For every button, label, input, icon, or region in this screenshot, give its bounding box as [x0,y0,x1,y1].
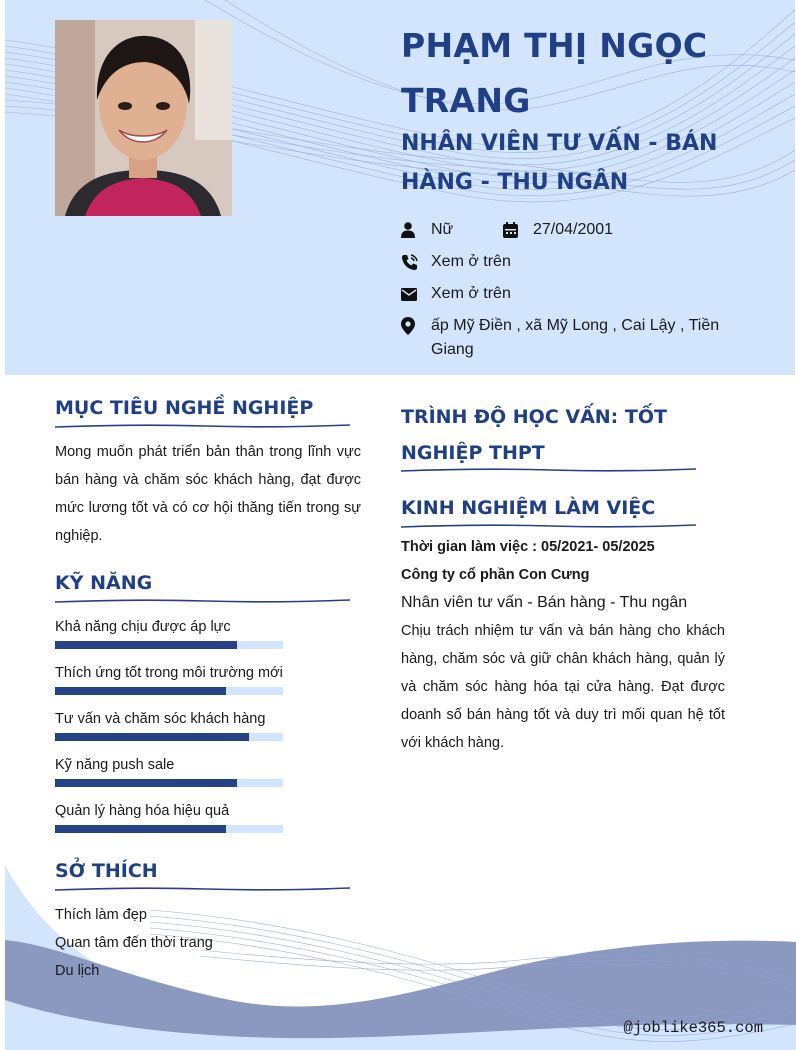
address-row [401,314,741,362]
email-row [401,282,741,306]
phone-icon [401,250,431,274]
skill-label: Thích ứng tốt trong môi trường mới [55,665,283,681]
hobby-item: Du lịch [55,963,100,979]
skill-bar [55,733,283,741]
objective-text: Mong muốn phát triển bản thân trong lĩnh vực bán hàng và chăm sóc khách hàng, đạt được mức lương tốt và có cơ hội thăng tiến trong sự nghiệp. [55,444,361,544]
education-title: TRÌNH ĐỘ HỌC VẤN: TỐT NGHIỆP THPT [401,406,667,464]
skill-label: Quản lý hàng hóa hiệu quả [55,803,230,819]
phone-value: Xem ở trên [431,253,511,270]
envelope-icon [401,282,431,306]
candidate-name: PHẠM THỊ NGỌC TRANG [401,26,708,120]
skill-bar [55,687,283,695]
map-pin-icon [401,314,431,338]
skills-title: KỸ NĂNG [55,572,153,594]
hobby-item: Quan tâm đến thời trang [55,935,213,951]
skill-bar-fill [55,779,237,787]
phone-row [401,250,741,274]
skills-underline [55,597,350,605]
hobby-item: Thích làm đẹp [55,907,147,923]
skill-bar-fill [55,687,226,695]
objective-underline [55,422,350,430]
watermark: @joblike365.com [623,1019,763,1037]
skill-label: Khả năng chịu được áp lực [55,619,231,635]
skill-label: Tư vấn và chăm sóc khách hàng [55,711,266,727]
skill-bar [55,825,283,833]
education-underline [401,466,696,474]
gender-row [401,218,613,242]
objective-title: MỤC TIÊU NGHỀ NGHIỆP [55,397,314,419]
skill-bar-fill [55,825,226,833]
person-icon [401,218,431,242]
skill-bar [55,641,283,649]
experience-company: Công ty cổ phần Con Cưng [401,567,590,583]
skill-bar-fill [55,733,249,741]
experience-description: Chịu trách nhiệm tư vấn và bán hàng cho khách hàng, chăm sóc và giữ chân khách hàng, quản lý và chăm sóc hàng hóa tại cửa hàng. Đạt được doanh số bán hàng tốt và duy trì mối quan hệ tốt với khách hàng. [401,623,725,751]
gender-value: Nữ [431,221,454,238]
job-title: NHÂN VIÊN TƯ VẤN - BÁN HÀNG - THU NGÂN [401,131,718,195]
address-value: ấp Mỹ Điền , xã Mỹ Long , Cai Lậy , Tiền Giang [431,317,720,358]
experience-title: KINH NGHIỆM LÀM VIỆC [401,497,656,519]
birthday-value: 27/04/2001 [533,221,614,238]
skill-bar-fill [55,641,237,649]
hobbies-underline [55,885,350,893]
experience-underline [401,522,696,530]
calendar-icon [503,218,533,242]
experience-role: Nhân viên tư vấn - Bán hàng - Thu ngân [401,594,688,611]
experience-period: Thời gian làm việc : 05/2021- 05/2025 [401,539,655,555]
skill-bar [55,779,283,787]
skill-label: Kỹ năng push sale [55,757,175,773]
hobbies-title: SỞ THÍCH [55,860,158,882]
profile-photo [55,20,232,216]
email-value: Xem ở trên [431,285,511,302]
